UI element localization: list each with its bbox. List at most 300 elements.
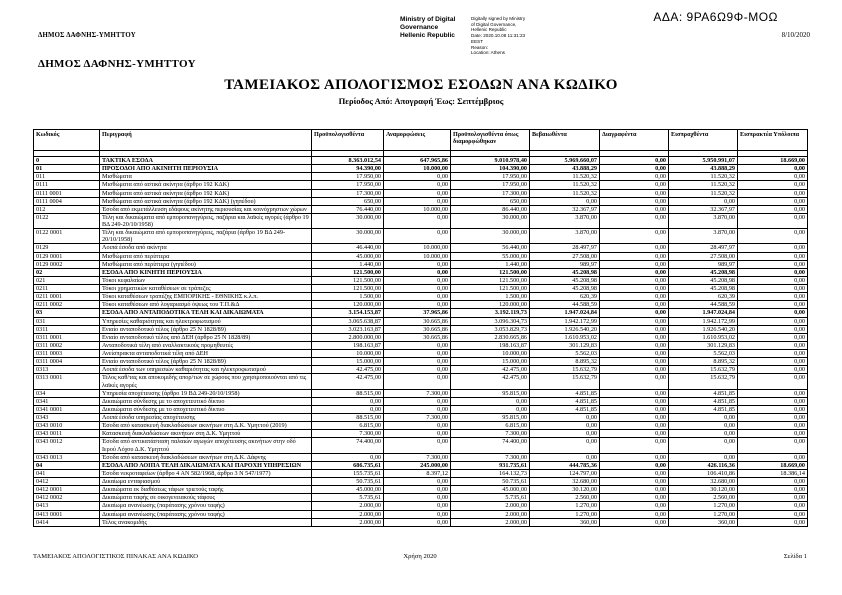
cell-amount: 0,00 [600,260,669,268]
cell-amount: 74.400,00 [451,438,530,453]
cell-amount: 0,00 [738,173,808,181]
signature-detail-line: Date: 2020.10.08 11:31:23 [471,33,526,39]
cell-amount: 121.500,00 [312,285,384,293]
signature-detail-line: Hellenic Republic [471,27,507,33]
cell-amount: 0,00 [384,478,451,486]
cell-amount: 0,00 [738,374,808,389]
cell-amount: 0,00 [600,341,669,349]
cell-amount: 11.520,32 [669,189,738,197]
cell-amount: 8.895,32 [669,358,738,366]
cell-description: Έσοδα νεκροταφείων (άρθρο 4 ΑΝ 582/1968, άρθρο 3 Ν 547/1977) [100,469,312,477]
cell-amount: 8.895,32 [530,358,600,366]
cell-amount: 45.208,98 [530,268,600,276]
signature-detail-line: EEST [471,38,483,44]
cell-amount: 6.815,00 [451,422,530,430]
cell-amount: 2.000,00 [451,502,530,510]
cell-amount: 0,00 [669,422,738,430]
cell-amount: 0,00 [384,173,451,181]
cell-amount: 9.010.978,40 [451,157,530,165]
cell-code: 0413 0001 [34,510,100,518]
cell-description: Κατασκευή διακλαδώσεων ακινήτων στη Δ.Κ. Υμηττού [100,430,312,438]
cell-amount: 0,00 [738,341,808,349]
cell-amount: 0,00 [738,422,808,430]
cell-amount: 15.632,79 [530,366,600,374]
cell-code: 0122 [34,213,100,228]
cell-amount: 1.440,00 [451,260,530,268]
cell-amount: 27.508,00 [530,252,600,260]
digital-signature-block [400,16,557,56]
table-row [34,350,808,358]
table-row [34,518,808,526]
column-header: Εισπρακτέα Υπόλοιπα [738,130,808,151]
cell-amount: 1.500,00 [312,293,384,301]
cell-amount: 0,00 [600,276,669,284]
cell-amount: 1.947.024,84 [530,309,600,317]
cell-code: 02 [34,268,100,276]
cell-amount: 37.965,86 [384,309,451,317]
column-header: Εισπραχθέντα [669,130,738,151]
cell-amount: 0,00 [384,341,451,349]
cell-amount: 1.926.540,20 [669,325,738,333]
cell-description: Έσοδα από αντικατάσταση παλαιών αγωγών αποχέτευσης ακινήτων στην οδό Ιερού Λόχου Δ.Κ. Υμηττού [100,438,312,453]
cell-amount: 155.735,61 [312,469,384,477]
cell-amount: 88.515,00 [312,389,384,397]
cell-amount: 10.000,00 [312,350,384,358]
cell-amount: 17.300,00 [451,189,530,197]
cell-amount: 0,00 [384,229,451,244]
cell-amount: 0,00 [384,405,451,413]
column-header: Βεβαιωθέντα [530,130,600,151]
cell-amount: 2.000,00 [451,518,530,526]
cell-description: Τέλος καθ/τας και αποκομιδής απορ/των σε χώρους που χρησιμοποιούνται από τις λαϊκές αγορές [100,374,312,389]
cell-amount: 3.096.304,73 [451,317,530,325]
cell-amount: 0,00 [600,430,669,438]
cell-amount: 6.815,00 [312,422,384,430]
cell-code: 0211 0001 [34,293,100,301]
cell-amount: 0,00 [384,397,451,405]
cell-amount: 0,00 [600,173,669,181]
cell-amount: 0,00 [738,268,808,276]
cell-amount: 30.000,00 [312,213,384,228]
cell-amount: 245.000,00 [384,461,451,469]
revenue-table [33,129,808,527]
cell-code: 0311 0004 [34,358,100,366]
cell-amount: 0,00 [384,350,451,358]
cell-amount: 42.475,00 [312,374,384,389]
page-footer [33,553,807,560]
cell-amount: 3.870,00 [669,213,738,228]
cell-amount: 0,00 [384,358,451,366]
cell-amount: 0,00 [600,397,669,405]
cell-amount: 0,00 [669,438,738,453]
cell-description: Ανείσπρακτα ανταποδοτικά τέλη από ΔΕΗ [100,350,312,358]
cell-amount: 0,00 [600,252,669,260]
cell-amount: 0,00 [669,453,738,461]
cell-code: 0111 0001 [34,189,100,197]
cell-amount: 444.785,36 [530,461,600,469]
cell-amount: 0,00 [600,325,669,333]
cell-amount: 0,00 [600,157,669,165]
cell-amount: 0,00 [384,510,451,518]
cell-amount: 45.208,98 [669,285,738,293]
cell-amount: 0,00 [738,189,808,197]
table-row [34,397,808,405]
cell-code: 0122 0001 [34,229,100,244]
cell-description: Τέλη και δικαιώματα από εμποροπανηγύρεις, παζάρια και λαϊκές αγορές (άρθρο 19 ΒΔ 249-20/10/1958) [100,213,312,228]
cell-amount: 0,00 [738,276,808,284]
cell-amount: 2.000,00 [312,510,384,518]
cell-amount: 0,00 [738,317,808,325]
cell-amount: 0,00 [600,285,669,293]
cell-amount: 3.065.638,87 [312,317,384,325]
table-row [34,494,808,502]
cell-amount: 32.367,97 [669,205,738,213]
cell-amount: 30.665,86 [384,333,451,341]
cell-description: Υπηρεσία αποχέτευσης (άρθρο 19 ΒΔ 249-20/10/1958) [100,389,312,397]
cell-amount: 10.000,00 [384,205,451,213]
table-row [34,173,808,181]
cell-amount: 0,00 [530,430,600,438]
cell-amount: 15.000,00 [451,358,530,366]
cell-amount: 0,00 [451,405,530,413]
cell-amount: 0,00 [600,389,669,397]
ada-code: ΑΔΑ: 9ΡΑ6Ω9Φ-ΜΟΩ [653,10,778,24]
cell-amount: 120.000,00 [451,301,530,309]
table-row [34,317,808,325]
cell-description: Μισθώματα από περίπτερα (γηπέδου) [100,260,312,268]
cell-amount: 74.400,00 [312,438,384,453]
cell-description: Μισθώματα από αστικά ακίνητα (άρθρο 192 ΚΔΚ) [100,189,312,197]
table-row [34,205,808,213]
cell-amount: 0,00 [600,165,669,173]
cell-amount: 0,00 [600,494,669,502]
cell-amount: 0,00 [669,197,738,205]
table-row [34,510,808,518]
cell-amount: 1.942.172,99 [669,317,738,325]
cell-amount: 7.300,00 [384,414,451,422]
cell-amount: 1.610.953,02 [669,333,738,341]
cell-amount: 0,00 [600,293,669,301]
cell-amount: 3.192.119,73 [451,309,530,317]
cell-code: 034 [34,389,100,397]
cell-description: Δικαιώματα εκ διαθέσεως τάφων τριετούς ταφής [100,486,312,494]
cell-amount: 32.680,00 [669,478,738,486]
cell-amount: 0,00 [530,453,600,461]
cell-amount: 10.000,00 [384,252,451,260]
cell-amount: 42.475,00 [312,366,384,374]
cell-amount: 0,00 [738,333,808,341]
cell-description: Τόκοι χρηματικών καταθέσεων σε τράπεζες [100,285,312,293]
cell-amount: 0,00 [451,397,530,405]
cell-amount: 27.508,00 [669,252,738,260]
cell-code: 01 [34,165,100,173]
cell-amount: 0,00 [669,414,738,422]
cell-amount: 0,00 [738,397,808,405]
cell-amount: 45.208,98 [669,268,738,276]
cell-amount: 0,00 [738,502,808,510]
cell-amount: 989,97 [530,260,600,268]
cell-code: 0111 0004 [34,197,100,205]
cell-amount: 8.363.012,54 [312,157,384,165]
footer-fiscal-year: Χρήση 2020 [403,553,437,560]
cell-amount: 124.797,00 [530,469,600,477]
cell-amount: 0,00 [600,268,669,276]
table-row [34,252,808,260]
cell-amount: 11.520,32 [669,181,738,189]
cell-amount: 1.270,00 [530,510,600,518]
cell-amount: 0,00 [384,422,451,430]
table-row [34,486,808,494]
cell-amount: 121.500,00 [451,276,530,284]
cell-amount: 0,00 [738,309,808,317]
cell-description: Μισθώματα από αστικά ακίνητα (άρθρο 192 ΚΔΚ) (γηπέδου) [100,197,312,205]
cell-amount: 1.270,00 [669,510,738,518]
cell-amount: 198.163,87 [451,341,530,349]
cell-amount: 0,00 [384,260,451,268]
cell-amount: 0,00 [600,502,669,510]
cell-amount: 2.000,00 [451,510,530,518]
cell-amount: 0,00 [600,405,669,413]
cell-amount: 121.500,00 [312,268,384,276]
signature-detail-line: Reason: [471,44,489,50]
cell-amount: 3.870,00 [530,213,600,228]
cell-amount: 120.000,00 [312,301,384,309]
cell-code: 0412 0002 [34,494,100,502]
cell-amount: 17.950,00 [312,173,384,181]
cell-amount: 198.163,87 [312,341,384,349]
cell-amount: 30.000,00 [312,229,384,244]
cell-amount: 45.208,98 [530,285,600,293]
table-row [34,244,808,252]
cell-amount: 0,00 [738,358,808,366]
cell-amount: 121.500,00 [312,276,384,284]
cell-amount: 0,00 [738,165,808,173]
cell-amount: 2.560,00 [669,494,738,502]
cell-amount: 0,00 [738,405,808,413]
table-row [34,502,808,510]
cell-amount: 301.129,83 [530,341,600,349]
cell-code: 0311 [34,325,100,333]
column-header: Διαγραφέντα [600,130,669,151]
cell-amount: 0,00 [738,486,808,494]
cell-description: Δικαίωμα ανανέωσης (παράτασης χρόνου ταφής) [100,502,312,510]
cell-amount: 10.000,00 [451,350,530,358]
cell-description: Λοιπά έσοδα υπηρεσίας αποχέτευσης [100,414,312,422]
cell-amount: 0,00 [384,430,451,438]
cell-amount: 1.270,00 [530,502,600,510]
cell-amount: 45.208,98 [669,276,738,284]
cell-amount: 2.830.665,86 [451,333,530,341]
cell-amount: 4.851,85 [530,389,600,397]
cell-code: 0313 0001 [34,374,100,389]
cell-description: ΕΣΟΔΑ ΑΠΟ ΚΙΝΗΤΗ ΠΕΡΙΟΥΣΙΑ [100,268,312,276]
cell-amount: 0,00 [738,414,808,422]
signature-authority: Ministry of Digital Governance Hellenic Republic [400,16,456,39]
cell-amount: 1.926.540,20 [530,325,600,333]
cell-amount: 0,00 [600,197,669,205]
cell-amount: 620,39 [669,293,738,301]
cell-amount: 0,00 [600,309,669,317]
cell-amount: 32.367,97 [530,205,600,213]
cell-amount: 931.735,61 [451,461,530,469]
cell-amount: 45.208,98 [530,276,600,284]
cell-description: Τόκοι κεφαλαίων [100,276,312,284]
cell-amount: 0,00 [384,494,451,502]
cell-description: Μισθώματα από αστικά ακίνητα (άρθρο 192 ΚΔΚ) [100,181,312,189]
cell-code: 0211 0002 [34,301,100,309]
cell-amount: 56.440,00 [451,244,530,252]
cell-amount: 15.632,79 [530,374,600,389]
cell-amount: 0,00 [600,244,669,252]
cell-code: 0129 0001 [34,252,100,260]
cell-amount: 0,00 [600,453,669,461]
cell-amount: 0,00 [738,293,808,301]
cell-amount: 0,00 [738,285,808,293]
municipality-header-small: ΔΗΜΟΣ ΔΑΦΝΗΣ-ΥΜΗΤΤΟΥ [38,32,136,39]
cell-amount: 3.154.153,87 [312,309,384,317]
report-title: ΤΑΜΕΙΑΚΟΣ ΑΠΟΛΟΓΙΣΜΟΣ ΕΣΟΔΩΝ ΑΝΑ ΚΩΔΙΚΟ [224,77,618,93]
cell-amount: 30.665,86 [384,325,451,333]
cell-amount: 360,00 [669,518,738,526]
cell-amount: 30.120,00 [669,486,738,494]
cell-amount: 55.000,00 [451,252,530,260]
cell-amount: 0,00 [384,293,451,301]
table-row [34,414,808,422]
cell-amount: 989,97 [669,260,738,268]
cell-code: 0413 [34,502,100,510]
table-row [34,213,808,228]
cell-description: ΤΑΚΤΙΚΑ ΕΣΟΔΑ [100,157,312,165]
cell-code: 0412 [34,478,100,486]
cell-description: Τέλος ανακομιδής [100,518,312,526]
cell-description: Δικαίωμα ανανέωσης (παράτασης χρόνου ταφής) [100,510,312,518]
cell-amount: 42.475,00 [451,366,530,374]
cell-amount: 0,00 [669,430,738,438]
cell-amount: 88.515,00 [312,414,384,422]
cell-code: 03 [34,309,100,317]
cell-amount: 686.735,61 [312,461,384,469]
cell-amount: 3.023.163,87 [312,325,384,333]
table-row [34,389,808,397]
cell-code: 0311 0003 [34,350,100,358]
column-header: Προϋπολογισθέντα όπως διαμορφώθηκαν [451,130,530,151]
table-row [34,430,808,438]
table-row [34,341,808,349]
cell-amount: 0,00 [738,229,808,244]
cell-amount: 2.000,00 [312,518,384,526]
cell-code: 0343 0011 [34,430,100,438]
cell-amount: 0,00 [738,301,808,309]
table-row [34,333,808,341]
cell-amount: 94.390,00 [312,165,384,173]
cell-amount: 426.116,36 [669,461,738,469]
cell-amount: 2.000,00 [312,502,384,510]
cell-amount: 28.497,97 [530,244,600,252]
cell-code: 0414 [34,518,100,526]
cell-amount: 4.851,85 [669,405,738,413]
cell-amount: 121.500,00 [451,285,530,293]
cell-amount: 0,00 [600,181,669,189]
cell-amount: 360,00 [530,518,600,526]
cell-description: Ανταποδοτικά τέλη από εναλλακτικούς προμηθευτές [100,341,312,349]
cell-code: 0341 [34,397,100,405]
cell-code: 0343 [34,414,100,422]
cell-amount: 42.475,00 [451,374,530,389]
cell-amount: 5.950.991,07 [669,157,738,165]
table-row [34,453,808,461]
cell-amount: 0,00 [384,268,451,276]
cell-amount: 10.000,00 [384,244,451,252]
cell-description: Μισθώματα από περίπτερα [100,252,312,260]
cell-amount: 11.520,32 [530,173,600,181]
cell-amount: 18.386,14 [738,469,808,477]
cell-amount: 17.950,00 [451,181,530,189]
cell-amount: 8.397,12 [384,469,451,477]
cell-amount: 0,00 [738,366,808,374]
cell-amount: 106.410,86 [669,469,738,477]
cell-description: Ενιαίο ανταποδοτικό τέλος από ΔΕΗ (άρθρο 25 Ν 1828/89) [100,333,312,341]
cell-amount: 1.500,00 [451,293,530,301]
cell-amount: 0,00 [312,453,384,461]
cell-amount: 3.870,00 [530,229,600,244]
cell-code: 021 [34,276,100,284]
cell-amount: 0,00 [738,389,808,397]
cell-amount: 17.300,00 [312,189,384,197]
cell-amount: 0,00 [600,229,669,244]
table-row [34,469,808,477]
signature-detail-line: Digitally signed by Ministry [471,16,526,21]
cell-amount: 104.390,00 [451,165,530,173]
cell-amount: 0,00 [384,189,451,197]
cell-amount: 0,00 [600,350,669,358]
cell-code: 0211 [34,285,100,293]
table-row [34,285,808,293]
cell-code: 0341 0001 [34,405,100,413]
cell-amount: 0,00 [384,213,451,228]
cell-amount: 7.300,00 [312,430,384,438]
column-header: Προϋπολογισθέντα [312,130,384,151]
cell-amount: 0,00 [600,510,669,518]
cell-description: Δικαιώματα ταφής σε οικογενειακούς τάφους [100,494,312,502]
cell-amount: 4.851,85 [669,397,738,405]
cell-amount: 43.888,29 [669,165,738,173]
cell-amount: 164.132,73 [451,469,530,477]
cell-amount: 18.669,00 [738,157,808,165]
cell-amount: 0,00 [738,325,808,333]
cell-amount: 1.942.172,99 [530,317,600,325]
cell-code: 041 [34,469,100,477]
cell-amount: 0,00 [738,252,808,260]
cell-amount: 650,00 [312,197,384,205]
cell-amount: 0,00 [600,518,669,526]
cell-amount: 15.632,79 [669,366,738,374]
cell-amount: 0,00 [384,518,451,526]
cell-code: 0111 [34,181,100,189]
cell-amount: 0,00 [384,486,451,494]
cell-amount: 0,00 [600,333,669,341]
cell-code: 04 [34,461,100,469]
cell-amount: 0,00 [312,397,384,405]
cell-code: 0311 0001 [34,333,100,341]
cell-amount: 0,00 [600,478,669,486]
cell-amount: 0,00 [738,244,808,252]
cell-amount: 46.440,00 [312,244,384,252]
cell-amount: 0,00 [738,453,808,461]
cell-amount: 4.851,85 [530,405,600,413]
table-row [34,181,808,189]
table-row [34,293,808,301]
cell-amount: 0,00 [600,205,669,213]
